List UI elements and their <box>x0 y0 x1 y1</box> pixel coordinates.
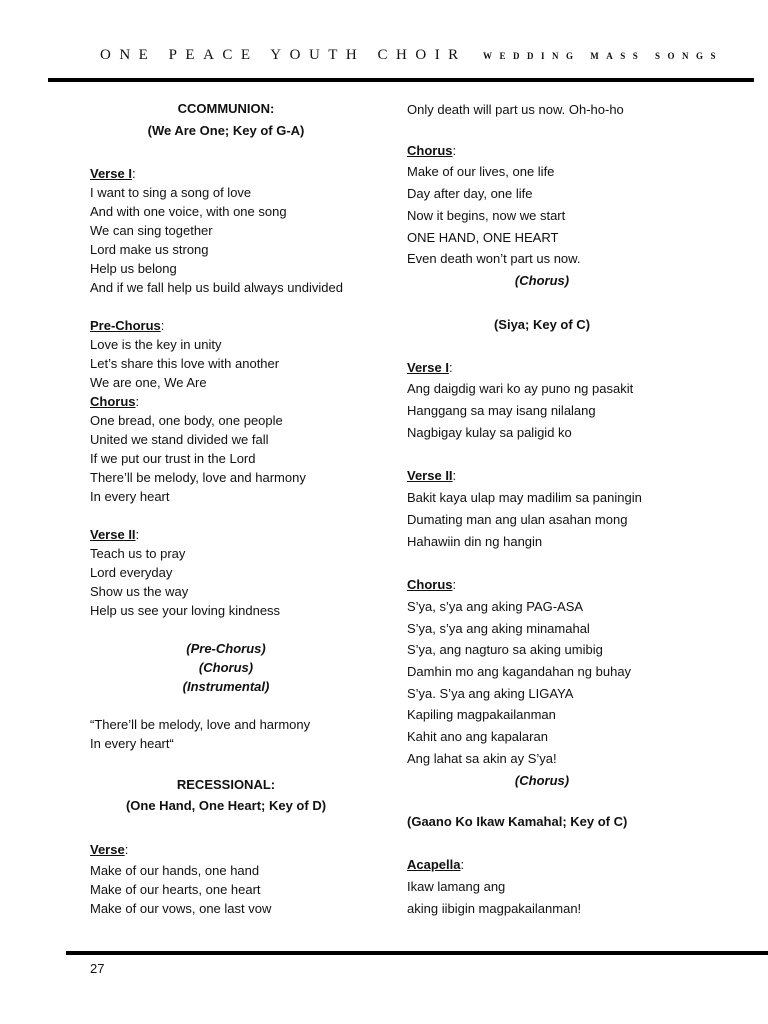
repeat-marker: (Chorus) <box>514 773 570 788</box>
chorus-heading: Chorus: <box>90 394 140 409</box>
lyric-line: Even death won’t part us now. <box>407 251 581 266</box>
communion-title: CCOMMUNION: <box>177 101 275 116</box>
lyric-line: Hanggang sa may isang nilalang <box>407 403 596 418</box>
lyric-line: Dumating man ang ulan asahan mong <box>407 512 628 527</box>
lyric-line: Make of our hands, one hand <box>90 863 260 878</box>
lyric-line: S’ya, s’ya ang aking PAG-ASA <box>407 599 584 614</box>
lyric-line: Nagbigay kulay sa paligid ko <box>407 425 572 440</box>
lyric-line: Day after day, one life <box>407 186 533 201</box>
lyric-line: “There’ll be melody, love and harmony <box>90 717 311 732</box>
header-rule <box>48 78 754 82</box>
verse1-heading: Verse I: <box>407 360 453 375</box>
lyric-line: Now it begins, now we start <box>407 208 566 223</box>
lyric-line: In every heart“ <box>90 736 174 751</box>
recessional-song-title: (One Hand, One Heart; Key of D) <box>125 798 327 813</box>
lyric-line: And with one voice, with one song <box>90 204 287 219</box>
lyric-line: United we stand divided we fall <box>90 432 269 447</box>
siya-song-title: (Siya; Key of C) <box>493 317 591 332</box>
lyric-line: Show us the way <box>90 584 189 599</box>
lyric-line: Make of our vows, one last vow <box>90 901 272 916</box>
lyric-line: S’ya, ang nagturo sa aking umibig <box>407 642 603 657</box>
lyric-line: If we put our trust in the Lord <box>90 451 256 466</box>
repeat-marker: (Chorus) <box>514 273 570 288</box>
header-title: ONE PEACE YOUTH CHOIR <box>100 47 467 63</box>
acapella-heading: Acapella: <box>407 857 465 872</box>
lyric-line: Teach us to pray <box>90 546 186 561</box>
recessional-title: RECESSIONAL: <box>176 777 276 792</box>
lyric-line: Help us belong <box>90 261 177 276</box>
footer-rule <box>66 951 768 955</box>
verse2-heading: Verse II: <box>90 527 140 542</box>
communion-song-title: (We Are One; Key of G-A) <box>147 123 305 138</box>
chorus-heading: Chorus: <box>407 577 457 592</box>
lyric-line: Love is the key in unity <box>90 337 222 352</box>
repeat-marker: (Instrumental) <box>182 679 270 694</box>
repeat-marker: (Pre-Chorus) <box>186 641 266 656</box>
lyric-line: I want to sing a song of love <box>90 185 252 200</box>
gaano-song-title: (Gaano Ko Ikaw Kamahal; Key of C) <box>407 814 628 829</box>
header-subtitle: WEDDING MASS SONGS <box>482 51 723 61</box>
verse-heading: Verse: <box>90 842 129 857</box>
lyric-line: Bakit kaya ulap may madilim sa paningin <box>407 490 642 505</box>
prechorus-heading: Pre-Chorus: <box>90 318 165 333</box>
lyric-line: Ang lahat sa akin ay S’ya! <box>407 751 557 766</box>
lyric-line: Only death will part us now. Oh-ho-ho <box>407 102 624 117</box>
lyric-line: Kapiling magpakailanman <box>407 707 556 722</box>
lyric-line: Kahit ano ang kapalaran <box>407 729 548 744</box>
lyric-line: ONE HAND, ONE HEART <box>407 230 559 245</box>
lyric-line: Help us see your loving kindness <box>90 603 281 618</box>
lyric-line: S’ya, s’ya ang aking minamahal <box>407 621 590 636</box>
lyric-line: And if we fall help us build always undivided <box>90 280 343 295</box>
verse2-heading: Verse II: <box>407 468 457 483</box>
lyric-line: We are one, We Are <box>90 375 207 390</box>
chorus-heading: Chorus: <box>407 143 457 158</box>
verse1-heading: Verse I: <box>90 166 136 181</box>
lyric-line: There’ll be melody, love and harmony <box>90 470 306 485</box>
lyric-line: Ang daigdig wari ko ay puno ng pasakit <box>407 381 634 396</box>
lyric-line: One bread, one body, one people <box>90 413 283 428</box>
lyric-line: Damhin mo ang kagandahan ng buhay <box>407 664 632 679</box>
lyric-line: Lord everyday <box>90 565 173 580</box>
repeat-marker: (Chorus) <box>198 660 254 675</box>
lyric-line: We can sing together <box>90 223 213 238</box>
lyric-line: Make of our lives, one life <box>407 164 555 179</box>
lyric-line: In every heart <box>90 489 170 504</box>
lyric-line: Let’s share this love with another <box>90 356 280 371</box>
page-number: 27 <box>90 961 105 976</box>
lyric-line: Make of our hearts, one heart <box>90 882 261 897</box>
lyric-line: S’ya. S’ya ang aking LIGAYA <box>407 686 574 701</box>
lyric-line: Lord make us strong <box>90 242 209 257</box>
page-header <box>100 47 723 64</box>
lyric-line: Hahawiin din ng hangin <box>407 534 543 549</box>
lyric-line: Ikaw lamang ang <box>407 879 506 894</box>
lyric-line: aking iibigin magpakailanman! <box>407 901 582 916</box>
